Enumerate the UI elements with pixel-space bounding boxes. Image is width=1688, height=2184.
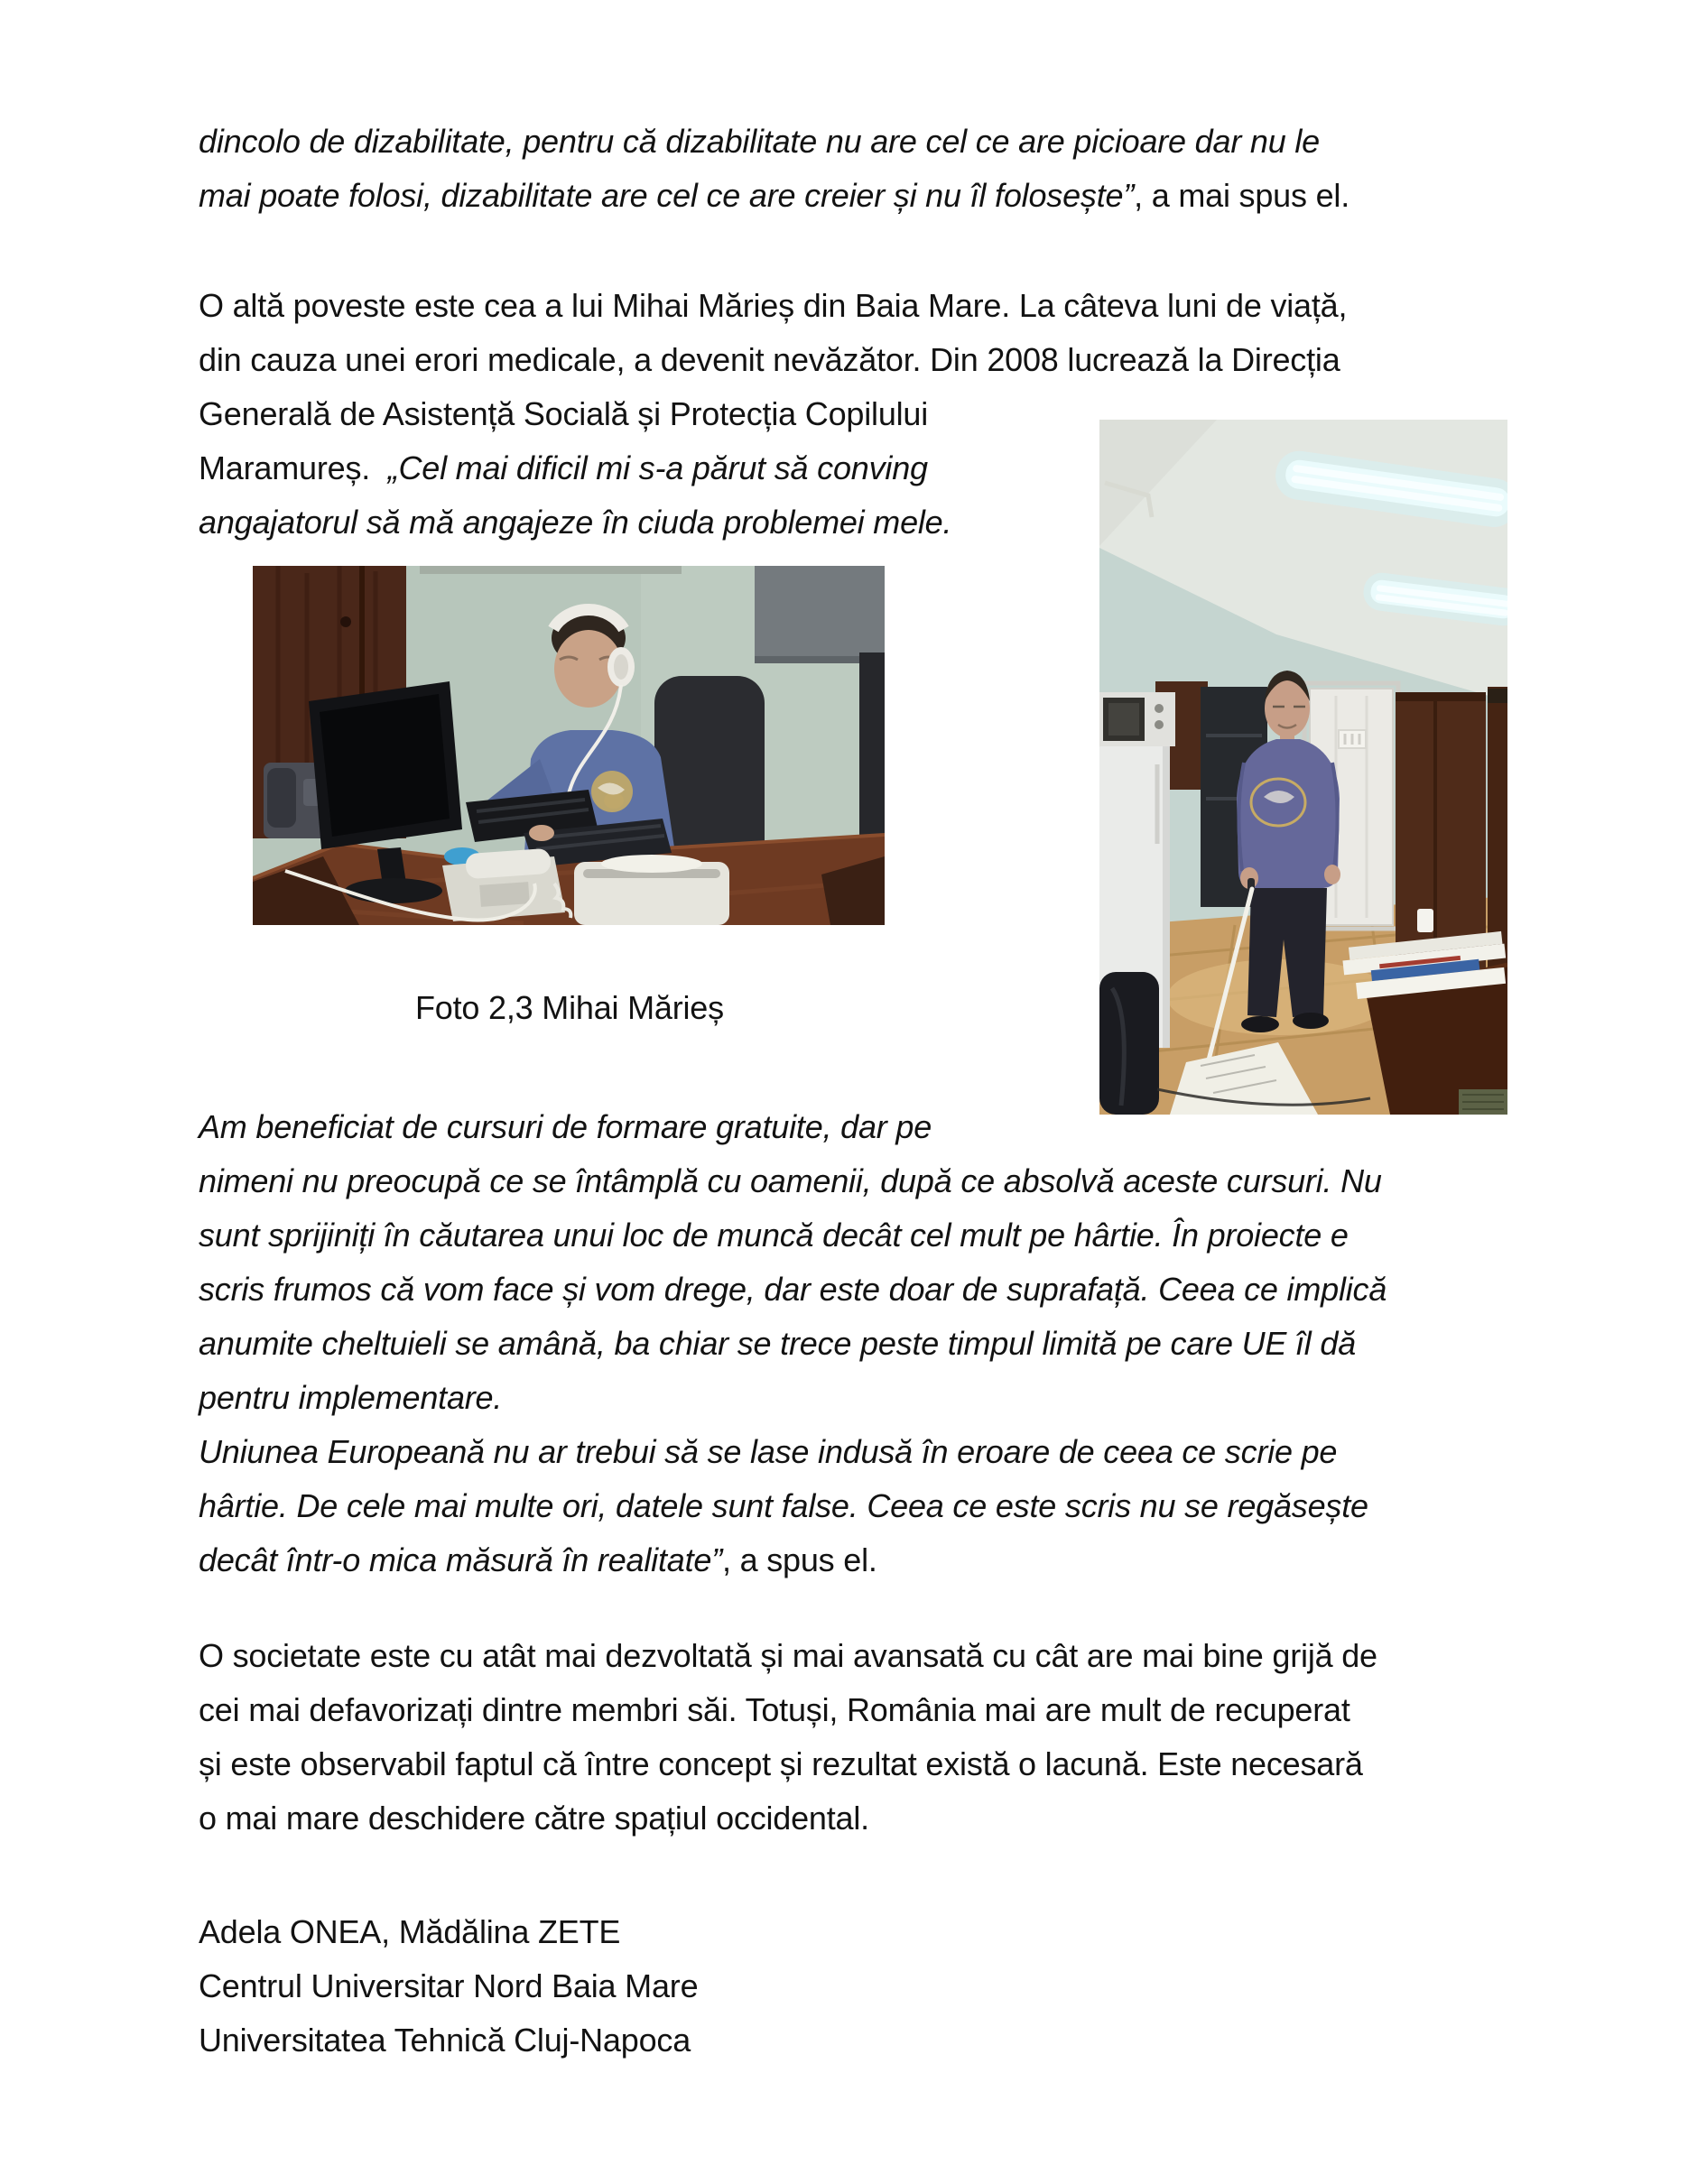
attribution-text: , a mai spus el. xyxy=(1134,177,1350,214)
cane-scene-illustration xyxy=(1099,420,1507,1115)
quote-text: nimeni nu preocupă ce se întâmplă cu oamenii, după ce absolvă aceste cursuri. Nu xyxy=(199,1162,1382,1199)
closing-paragraph xyxy=(199,1629,1377,1846)
body-text: cei mai defavorizați dintre membri săi. Totuși, România mai are mult de recuperat xyxy=(199,1691,1350,1728)
grey-cabinet xyxy=(755,566,885,663)
quote-text: sunt sprijiniți în căutarea unui loc de muncă decât cel mult pe hârtie. În proiecte e xyxy=(199,1217,1349,1254)
quote-text: „Cel mai dificil mi s-a părut să conving xyxy=(387,449,928,486)
text-line xyxy=(199,1791,1377,1846)
attribution-text: , a spus el. xyxy=(721,1541,877,1578)
text-line xyxy=(199,2013,698,2068)
text-line xyxy=(199,279,1347,333)
quote-text: dincolo de dizabilitate, pentru că dizabilitate nu are cel ce are picioare dar nu le xyxy=(199,123,1320,160)
text-line xyxy=(199,1683,1377,1737)
quote-text: mai poate folosi, dizabilitate are cel ce are creier și nu îl folosește” xyxy=(199,177,1135,214)
body-text: Maramureș. xyxy=(199,449,388,486)
text-line xyxy=(199,1905,698,1959)
byline xyxy=(199,1905,698,2068)
institution-name: Centrul Universitar Nord Baia Mare xyxy=(199,1967,699,2004)
text-line xyxy=(199,1100,1387,1154)
quote-text: Am beneficiat de cursuri de formare gratuite, dar pe xyxy=(199,1108,932,1145)
body-text: O societate este cu atât mai dezvoltată și mai avansată cu cât are mai bine grijă de xyxy=(199,1637,1377,1674)
text-line xyxy=(199,115,1349,169)
body-text: O altă poveste este cea a lui Mihai Mărieș din Baia Mare. La câteva luni de viață, xyxy=(199,287,1348,324)
quote-text: pentru implementare. xyxy=(199,1379,503,1416)
author-names: Adela ONEA, Mădălina ZETE xyxy=(199,1913,621,1950)
quote-text: hârtie. De cele mai multe ori, datele sunt false. Ceea ce este scris nu se regăsește xyxy=(199,1487,1368,1524)
body-text: din cauza unei erori medicale, a devenit nevăzător. Din 2008 lucrează la Direcția xyxy=(199,341,1340,378)
text-line xyxy=(199,1371,1387,1425)
quote-text: decât într-o mica măsură în realitate” xyxy=(199,1541,722,1578)
text-line xyxy=(199,1263,1387,1317)
text-line xyxy=(199,1533,1387,1587)
body-text: o mai mare deschidere către spațiul occidental. xyxy=(199,1800,869,1837)
photo-caption xyxy=(415,981,724,1035)
text-line xyxy=(199,1959,698,2013)
text-line xyxy=(199,333,1347,387)
photo-mihai-desk xyxy=(253,566,885,925)
quote-paragraph xyxy=(199,1100,1387,1587)
desk-scene-illustration xyxy=(253,566,885,925)
quote-text: Uniunea Europeană nu ar trebui să se lase indusă în eroare de ceea ce scrie pe xyxy=(199,1433,1338,1470)
backpack xyxy=(1099,972,1159,1115)
body-text: și este observabil faptul că între concept și rezultat există o lacună. Este necesară xyxy=(199,1745,1363,1782)
quote-text: anumite cheltuieli se amână, ba chiar se trece peste timpul limită pe care UE îl dă xyxy=(199,1325,1357,1362)
text-line xyxy=(199,1317,1387,1371)
institution-name: Universitatea Tehnică Cluj-Napoca xyxy=(199,2022,691,2059)
text-line xyxy=(199,1154,1387,1208)
quote-text: scris frumos că vom face și vom drege, dar este doar de suprafață. Ceea ce implică xyxy=(199,1271,1387,1308)
photo-mihai-cane xyxy=(1099,420,1507,1115)
text-line xyxy=(199,1208,1387,1263)
text-line xyxy=(199,1629,1377,1683)
text-line xyxy=(199,1737,1377,1791)
body-text: Generală de Asistență Socială și Protecția Copilului xyxy=(199,395,929,432)
text-line xyxy=(199,1479,1387,1533)
caption-text: Foto 2,3 Mihai Mărieș xyxy=(415,989,724,1026)
quote-text: angajatorul să mă angajeze în ciuda problemei mele. xyxy=(199,504,952,541)
text-line xyxy=(199,169,1349,223)
text-line xyxy=(199,1425,1387,1479)
quote-paragraph-end xyxy=(199,115,1349,223)
